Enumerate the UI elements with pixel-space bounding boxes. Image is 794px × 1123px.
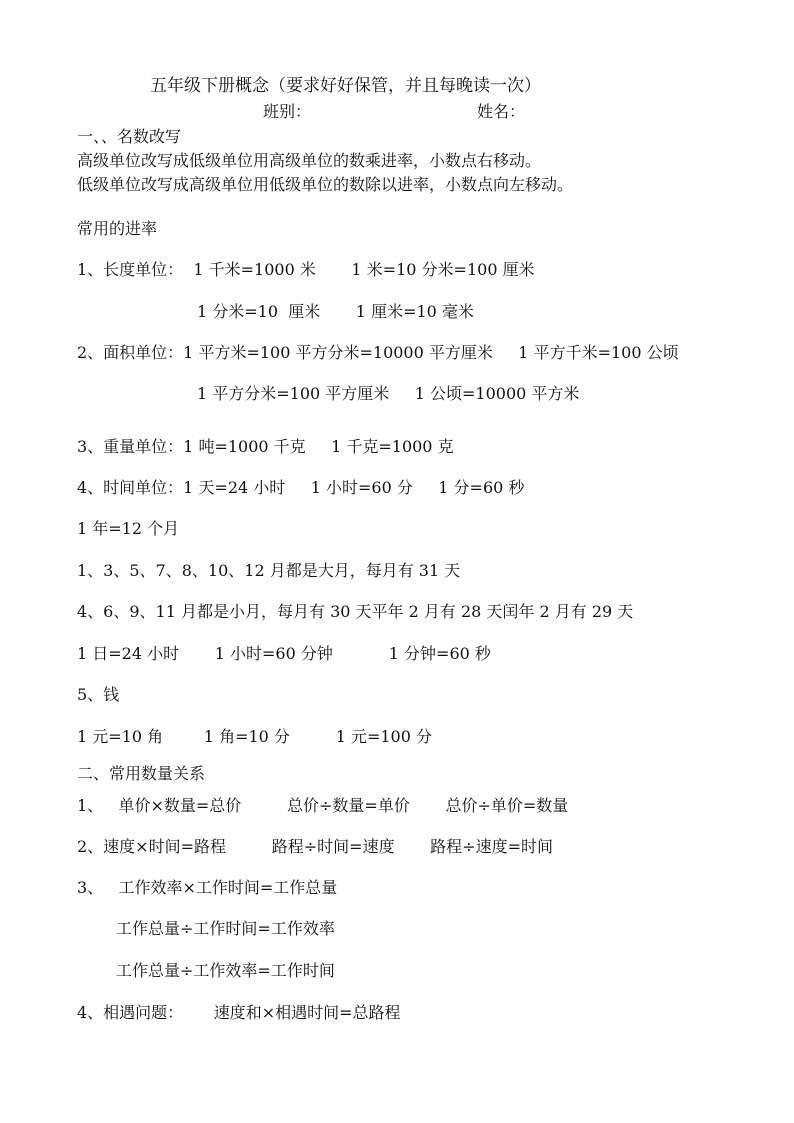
section-heading-relations: 二、常用数量关系 — [77, 764, 206, 783]
price-relation-line: 1、 单价×数量=总价 总价÷数量=单价 总价÷单价=数量 — [77, 796, 569, 815]
rule-low-to-high: 低级单位改写成高级单位用低级单位的数除以进率，小数点向左移动。 — [77, 175, 574, 194]
time-units-line: 4、时间单位：1 天=24 小时 1 小时=60 分 1 分=60 秒 — [77, 478, 525, 497]
document-title: 五年级下册概念（要求好好保管，并且每晚读一次） — [150, 76, 541, 96]
day-hours-line: 1 日=24 小时 1 小时=60 分钟 1 分钟=60 秒 — [77, 644, 491, 663]
speed-relation-line: 2、速度×时间=路程 路程÷时间=速度 路程÷速度=时间 — [77, 837, 553, 856]
name-label: 姓名： — [477, 102, 526, 121]
small-months-line: 4、6、9、11 月都是小月，每月有 30 天平年 2 月有 28 天闰年 2 月有 29 天 — [77, 602, 634, 621]
big-months-line: 1、3、5、7、8、10、12 月都是大月，每月有 31 天 — [77, 561, 461, 580]
rule-high-to-low: 高级单位改写成低级单位用高级单位的数乘进率，小数点右移动。 — [77, 151, 542, 170]
weight-units-line: 3、重量单位：1 吨=1000 千克 1 千克=1000 克 — [77, 437, 454, 456]
section-heading-rename: 一、、名数改写 — [77, 127, 182, 146]
work-relation-line-3: 工作总量÷工作效率=工作时间 — [116, 961, 335, 980]
work-relation-line: 3、 工作效率×工作时间=工作总量 — [77, 878, 338, 897]
length-units-line: 1、长度单位： 1 千米=1000 米 1 米=10 分米=100 厘米 — [77, 260, 535, 279]
common-rates-heading: 常用的进率 — [77, 219, 158, 238]
money-heading: 5、钱 — [77, 685, 120, 704]
class-label: 班别： — [263, 102, 312, 121]
year-months-line: 1 年=12 个月 — [77, 519, 180, 538]
area-units-line: 2、面积单位：1 平方米=100 平方分米=10000 平方厘米 1 平方千米=100 公顷 — [77, 343, 679, 362]
meeting-problem-line: 4、相遇问题： 速度和×相遇时间=总路程 — [77, 1003, 401, 1022]
work-relation-line-2: 工作总量÷工作时间=工作效率 — [116, 919, 335, 938]
money-units-line: 1 元=10 角 1 角=10 分 1 元=100 分 — [77, 727, 432, 746]
length-units-line-2: 1 分米=10 厘米 1 厘米=10 毫米 — [197, 302, 474, 321]
area-units-line-2: 1 平方分米=100 平方厘米 1 公顷=10000 平方米 — [197, 384, 580, 403]
